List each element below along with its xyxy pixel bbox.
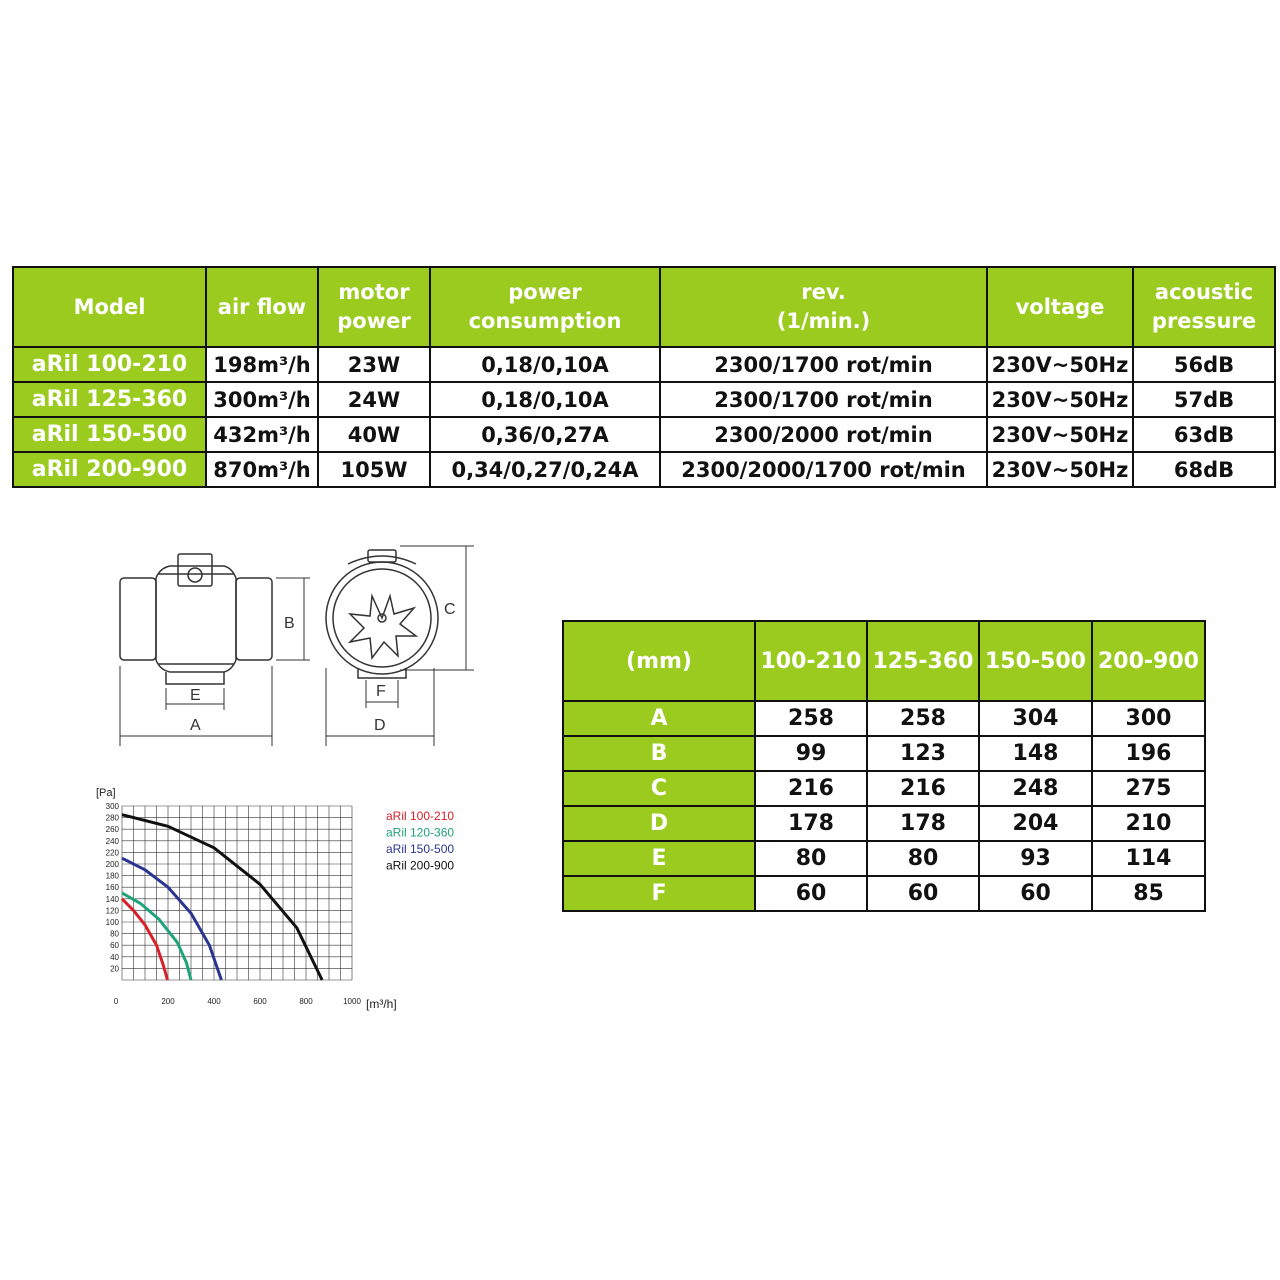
header-text: motor	[338, 280, 410, 304]
airflow-value: 198	[213, 352, 258, 377]
dim-value: 123	[867, 736, 979, 771]
dim-value: 60	[867, 876, 979, 911]
dim-label: A	[563, 701, 755, 736]
header-text: acoustic	[1154, 280, 1254, 304]
consumption-cell: 0,18/0,10A	[430, 347, 660, 382]
dim-header-row	[563, 621, 1205, 701]
airflow-unit: m³/h	[257, 457, 311, 482]
table-row	[563, 806, 1205, 841]
dim-value: 178	[867, 806, 979, 841]
dim-value: 178	[755, 806, 867, 841]
header-model: Model	[13, 267, 206, 347]
dim-header-model: 200-900	[1092, 621, 1205, 701]
fan-dimension-drawing	[100, 538, 490, 750]
y-tick-label: 200	[105, 860, 119, 869]
noise-cell: 63dB	[1133, 417, 1275, 452]
airflow-unit: m³/h	[257, 352, 311, 377]
model-cell: aRil 100-210	[13, 347, 206, 382]
noise-cell: 56dB	[1133, 347, 1275, 382]
dim-value: 300	[1092, 701, 1205, 736]
fan-impeller	[350, 596, 416, 658]
dim-value: 258	[867, 701, 979, 736]
dim-value: 114	[1092, 841, 1205, 876]
x-tick-label: 200	[161, 997, 175, 1006]
header-airflow: air flow	[206, 267, 318, 347]
airflow-cell	[206, 347, 318, 382]
consumption-cell: 0,34/0,27/0,24A	[430, 452, 660, 487]
y-tick-label: 220	[105, 848, 119, 858]
table-row	[13, 452, 1275, 487]
header-rev	[660, 267, 987, 347]
series-line	[122, 858, 221, 980]
y-tick-label: 300	[105, 802, 119, 811]
table-row	[563, 701, 1205, 736]
header-text: power	[337, 309, 411, 333]
dim-header-mm: (mm)	[563, 621, 755, 701]
table-row	[563, 876, 1205, 911]
y-tick-label: 180	[105, 871, 119, 881]
dim-header-model: 150-500	[979, 621, 1092, 701]
dim-value: 196	[1092, 736, 1205, 771]
dim-value: 85	[1092, 876, 1205, 911]
dim-value: 204	[979, 806, 1092, 841]
dim-value: 93	[979, 841, 1092, 876]
y-tick-label: 160	[105, 883, 119, 893]
y-tick-label: 20	[110, 964, 119, 974]
voltage-cell: 230V~50Hz	[987, 347, 1133, 382]
dim-value: 60	[755, 876, 867, 911]
header-text: pressure	[1151, 309, 1257, 333]
consumption-cell: 0,18/0,10A	[430, 382, 660, 417]
airflow-unit: m³/h	[257, 422, 311, 447]
performance-curve-chart	[80, 780, 500, 1020]
x-tick-label: 1000	[343, 997, 361, 1006]
y-tick-label: 120	[105, 906, 119, 916]
rev-cell: 2300/2000 rot/min	[660, 417, 987, 452]
table-row	[563, 841, 1205, 876]
legend-entry: aRil 200-900	[386, 858, 455, 873]
terminal-box	[178, 554, 212, 586]
airflow-cell	[206, 452, 318, 487]
header-text: rev.	[801, 280, 846, 304]
voltage-cell: 230V~50Hz	[987, 417, 1133, 452]
header-text: consumption	[468, 309, 622, 333]
x-tick-label: 800	[299, 997, 313, 1006]
airflow-value: 300	[213, 387, 258, 412]
dim-value: 248	[979, 771, 1092, 806]
motor-cell: 105W	[318, 452, 430, 487]
motor-cell: 24W	[318, 382, 430, 417]
motor-cell: 23W	[318, 347, 430, 382]
table-row	[563, 771, 1205, 806]
y-tick-label: 40	[110, 952, 119, 962]
duct-right	[236, 578, 272, 660]
airflow-value: 432	[213, 422, 258, 447]
rev-cell: 2300/1700 rot/min	[660, 382, 987, 417]
legend-entry: aRil 120-360	[386, 825, 455, 840]
noise-cell: 57dB	[1133, 382, 1275, 417]
x-tick-label: 0	[113, 997, 119, 1006]
series-line	[122, 815, 322, 980]
dim-header-model: 100-210	[755, 621, 867, 701]
dim-header-model: 125-360	[867, 621, 979, 701]
y-tick-label: 240	[105, 836, 119, 846]
y-tick-label: 140	[105, 894, 119, 904]
dim-label: E	[563, 841, 755, 876]
dim-label: F	[563, 876, 755, 911]
y-tick-label: 100	[105, 918, 119, 927]
dim-value: 148	[979, 736, 1092, 771]
y-axis-label: [Pa]	[96, 787, 116, 799]
duct-left	[120, 578, 156, 660]
dim-value: 304	[979, 701, 1092, 736]
legend-entry: aRil 150-500	[386, 842, 455, 856]
noise-cell: 68dB	[1133, 452, 1275, 487]
table-row	[13, 417, 1275, 452]
header-acoustic-pressure	[1133, 267, 1275, 347]
label-c: C	[444, 601, 456, 618]
dim-value: 216	[867, 771, 979, 806]
consumption-cell: 0,36/0,27A	[430, 417, 660, 452]
dimensions-table	[562, 620, 1206, 912]
motor-cell: 40W	[318, 417, 430, 452]
airflow-unit: m³/h	[257, 387, 311, 412]
label-e: E	[190, 687, 201, 704]
spec-table	[12, 266, 1276, 488]
dim-label: D	[563, 806, 755, 841]
header-text: (1/min.)	[776, 309, 871, 333]
dim-value: 60	[979, 876, 1092, 911]
label-a: A	[190, 717, 201, 734]
dim-label: B	[563, 736, 755, 771]
header-motor-power	[318, 267, 430, 347]
y-tick-label: 60	[110, 941, 119, 951]
airflow-cell	[206, 417, 318, 452]
airflow-cell	[206, 382, 318, 417]
header-power-consumption	[430, 267, 660, 347]
dim-value: 275	[1092, 771, 1205, 806]
table-row	[13, 382, 1275, 417]
table-row	[563, 736, 1205, 771]
x-tick-label: 600	[253, 997, 267, 1006]
header-voltage: voltage	[987, 267, 1133, 347]
header-text: power	[508, 280, 582, 304]
dim-value: 216	[755, 771, 867, 806]
model-cell: aRil 125-360	[13, 382, 206, 417]
rev-cell: 2300/2000/1700 rot/min	[660, 452, 987, 487]
y-tick-label: 280	[105, 813, 119, 823]
label-b: B	[284, 615, 295, 632]
dim-value: 80	[755, 841, 867, 876]
x-tick-label: 400	[207, 997, 221, 1006]
table-row	[13, 347, 1275, 382]
model-cell: aRil 150-500	[13, 417, 206, 452]
spec-header-row	[13, 267, 1275, 347]
model-cell: aRil 200-900	[13, 452, 206, 487]
x-axis-label: [m³/h]	[366, 997, 397, 1011]
y-tick-label: 80	[110, 929, 119, 939]
airflow-value: 870	[213, 457, 258, 482]
dim-value: 258	[755, 701, 867, 736]
legend-entry: aRil 100-210	[386, 809, 455, 823]
rev-cell: 2300/1700 rot/min	[660, 347, 987, 382]
label-f: F	[376, 683, 386, 700]
voltage-cell: 230V~50Hz	[987, 382, 1133, 417]
dim-value: 210	[1092, 806, 1205, 841]
y-tick-label: 260	[105, 825, 119, 835]
dim-label: C	[563, 771, 755, 806]
dim-value: 99	[755, 736, 867, 771]
label-d: D	[374, 717, 386, 734]
dim-value: 80	[867, 841, 979, 876]
voltage-cell: 230V~50Hz	[987, 452, 1133, 487]
